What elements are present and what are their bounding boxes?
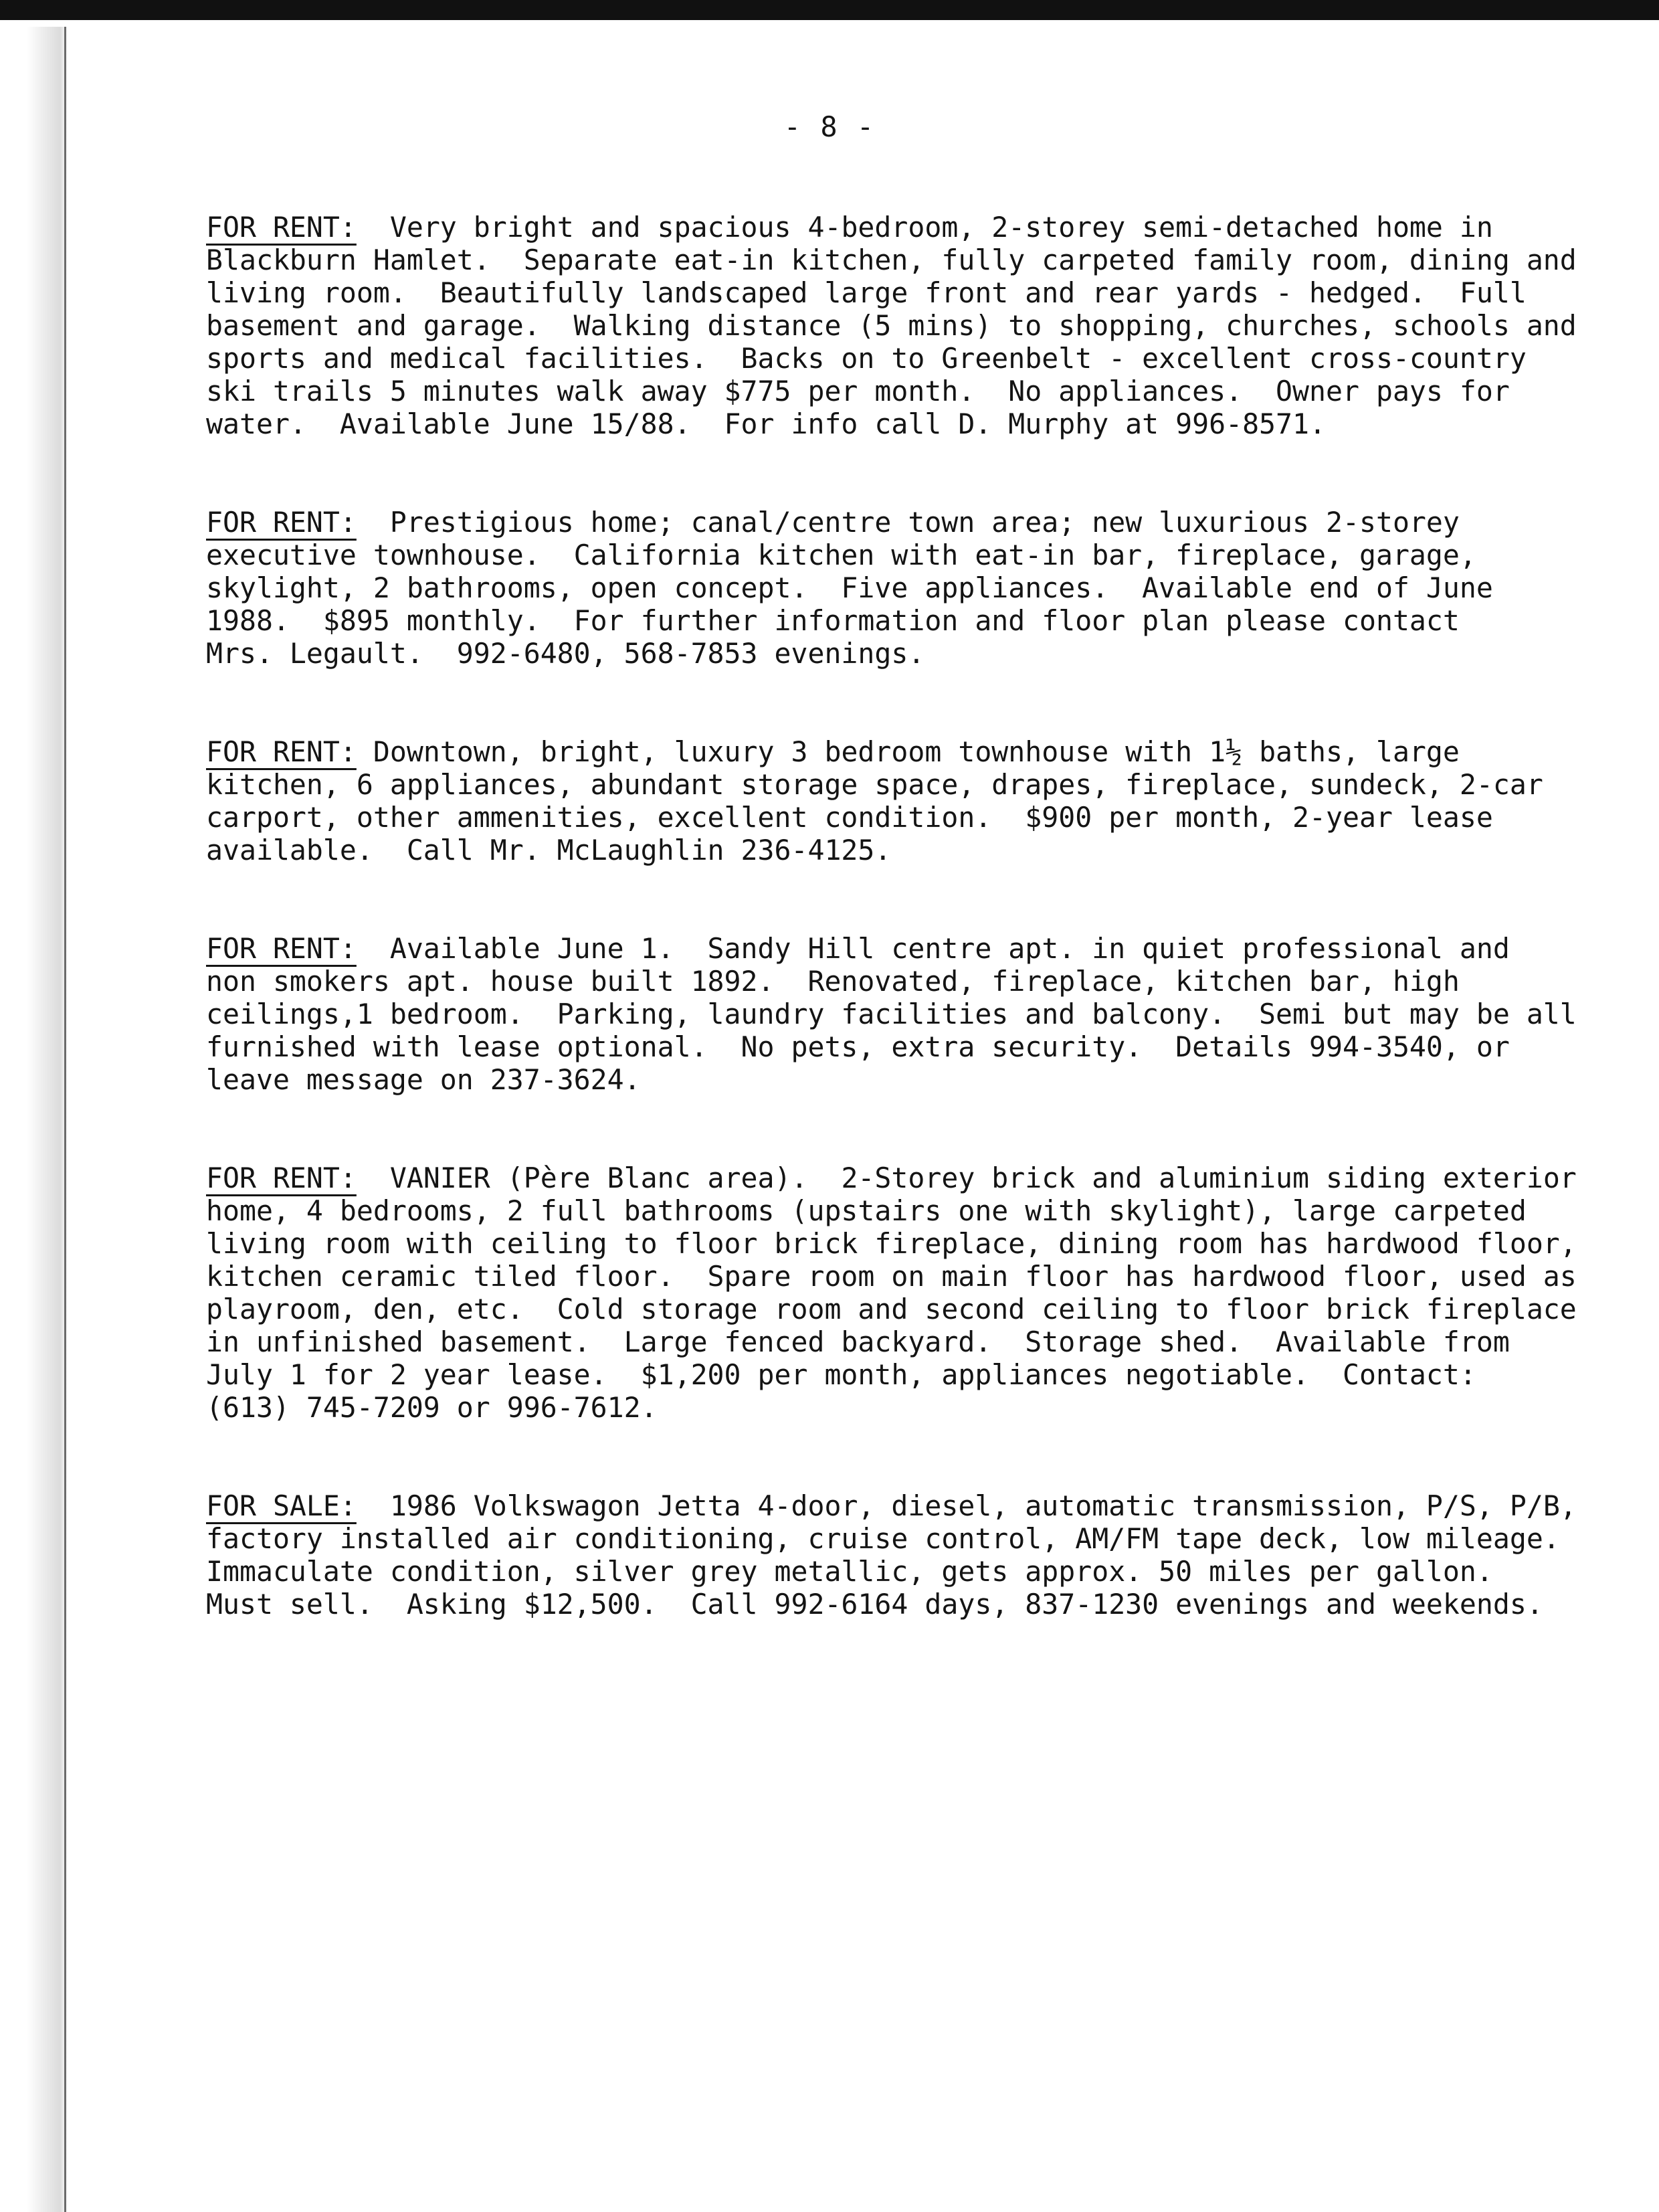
ad-line: kitchen ceramic tiled floor. Spare room on main floor has hardwood floor, used as <box>206 1260 1577 1293</box>
ad-line: furnished with lease optional. No pets, extra security. Details 994-3540, or <box>206 1030 1510 1063</box>
ad-line: Prestigious home; canal/centre town area; new luxurious 2-storey <box>356 506 1460 539</box>
ad-line: living room with ceiling to floor brick fireplace, dining room has hardwood floor, <box>206 1227 1577 1260</box>
page-number: - 8 - <box>783 110 876 143</box>
ad-line: ceilings,1 bedroom. Parking, laundry facilities and balcony. Semi but may be all <box>206 998 1577 1030</box>
ad-line: Very bright and spacious 4-bedroom, 2-storey semi-detached home in <box>356 211 1493 244</box>
ad-line: water. Available June 15/88. For info call D. Murphy at 996-8571. <box>206 407 1327 440</box>
ad-line: Immaculate condition, silver grey metallic, gets approx. 50 miles per gallon. <box>206 1555 1493 1588</box>
ad-rent-canal-townhouse <box>206 506 1597 670</box>
ad-line: home, 4 bedrooms, 2 full bathrooms (upstairs one with skylight), large carpeted <box>206 1194 1527 1227</box>
ad-line: sports and medical facilities. Backs on to Greenbelt - excellent cross-country <box>206 342 1527 375</box>
scan-top-edge <box>0 0 1659 20</box>
ad-rent-downtown-townhouse <box>206 735 1597 866</box>
ad-line: kitchen, 6 appliances, abundant storage space, drapes, fireplace, sundeck, 2-car <box>206 768 1543 801</box>
ad-line: living room. Beautifully landscaped large front and rear yards - hedged. Full <box>206 276 1527 309</box>
ad-line: carport, other ammenities, excellent condition. $900 per month, 2-year lease <box>206 801 1493 834</box>
ad-heading: FOR RENT: <box>206 211 357 244</box>
ad-line: Mrs. Legault. 992-6480, 568-7853 evenings. <box>206 637 925 670</box>
ad-line: executive townhouse. California kitchen with eat-in bar, fireplace, garage, <box>206 539 1476 571</box>
ad-line: in unfinished basement. Large fenced backyard. Storage shed. Available from <box>206 1325 1510 1358</box>
scan-left-edge <box>27 27 67 2212</box>
ad-line: non smokers apt. house built 1892. Renovated, fireplace, kitchen bar, high <box>206 965 1460 998</box>
ad-rent-blackburn-hamlet <box>206 211 1597 440</box>
scan-left-border-line <box>64 27 66 2212</box>
ad-line: leave message on 237-3624. <box>206 1063 641 1096</box>
ad-heading: FOR RENT: <box>206 506 357 539</box>
ad-line: Must sell. Asking $12,500. Call 992-6164 days, 837-1230 evenings and weekends. <box>206 1588 1543 1621</box>
ad-line: VANIER (Père Blanc area). 2-Storey brick and aluminium siding exterior <box>356 1162 1577 1194</box>
ad-line: available. Call Mr. McLaughlin 236-4125. <box>206 834 892 866</box>
ad-sale-volkswagen-jetta <box>206 1489 1597 1621</box>
ad-line: factory installed air conditioning, cruise control, AM/FM tape deck, low mileage. <box>206 1522 1560 1555</box>
ad-heading: FOR RENT: <box>206 932 357 965</box>
ad-rent-sandy-hill-apt <box>206 932 1597 1096</box>
ad-rent-vanier-home <box>206 1162 1597 1424</box>
ad-line: skylight, 2 bathrooms, open concept. Five appliances. Available end of June <box>206 571 1493 604</box>
ad-line: (613) 745-7209 or 996-7612. <box>206 1391 658 1424</box>
ad-line: ski trails 5 minutes walk away $775 per month. No appliances. Owner pays for <box>206 375 1510 407</box>
ad-line: playroom, den, etc. Cold storage room and second ceiling to floor brick fireplace <box>206 1293 1577 1325</box>
ad-line: 1988. $895 monthly. For further information and floor plan please contact <box>206 604 1460 637</box>
ad-heading: FOR RENT: <box>206 1162 357 1194</box>
ad-line: Blackburn Hamlet. Separate eat-in kitchen, fully carpeted family room, dining and <box>206 244 1577 276</box>
ad-line: Downtown, bright, luxury 3 bedroom townhouse with 1½ baths, large <box>356 735 1460 768</box>
ad-line: Available June 1. Sandy Hill centre apt. in quiet professional and <box>356 932 1510 965</box>
ad-line: 1986 Volkswagon Jetta 4-door, diesel, automatic transmission, P/S, P/B, <box>356 1489 1577 1522</box>
ad-line: basement and garage. Walking distance (5 mins) to shopping, churches, schools and <box>206 309 1577 342</box>
ad-line: July 1 for 2 year lease. $1,200 per month, appliances negotiable. Contact: <box>206 1358 1476 1391</box>
ad-heading: FOR RENT: <box>206 735 357 768</box>
classified-ads <box>206 211 1597 1686</box>
ad-heading: FOR SALE: <box>206 1489 357 1522</box>
